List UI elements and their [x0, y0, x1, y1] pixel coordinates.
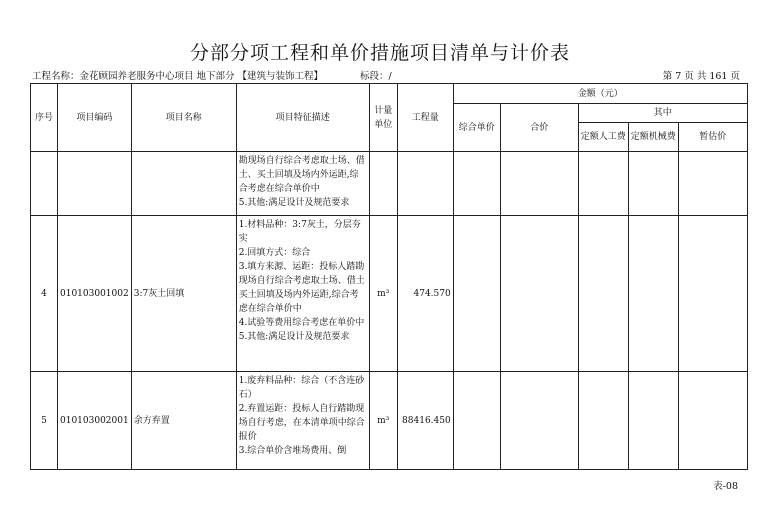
cell-total-price [500, 152, 578, 216]
table-row [31, 216, 748, 372]
header-unit: 计量单位 [369, 84, 397, 152]
page-counter: 第 7 页 共 161 页 [662, 71, 740, 82]
cell-labor [578, 372, 628, 470]
feature-line: 5.其他:满足设计及规范要求 [238, 198, 350, 208]
header-machine: 定额机械费 [628, 123, 678, 152]
cell-labor [578, 216, 628, 372]
header-name: 项目名称 [131, 84, 236, 152]
header-features: 项目特征描述 [236, 84, 369, 152]
feature-line: 勘现场自行综合考虑取土场、借 [238, 156, 365, 166]
cell-provisional [678, 216, 747, 372]
cell-total-price [500, 216, 578, 372]
feature-line: 报价 [238, 432, 257, 442]
feature-line: 3.综合单价含堆场费用、倒 [238, 446, 347, 456]
header-quantity: 工程量 [397, 84, 453, 152]
cell-quantity [397, 152, 453, 216]
feature-line: 实 [238, 234, 248, 244]
cell-total-price [500, 372, 578, 470]
feature-line: 买土回填及场内外运距,综合考 [238, 290, 359, 300]
header-of-which: 其中 [578, 104, 747, 123]
cell-features [236, 152, 369, 216]
header-provisional: 暂估价 [678, 123, 747, 152]
feature-line: 合考虑在综合单价中 [238, 184, 320, 194]
table-row [31, 152, 748, 216]
cell-unit-price [453, 216, 500, 372]
header-code: 项目编码 [58, 84, 132, 152]
cell-seq: 5 [31, 372, 58, 470]
page-title: 分部分项工程和单价措施项目清单与计价表 [189, 42, 570, 64]
feature-line: 1.材料品种：3:7灰土，分层夯 [238, 220, 361, 230]
cell-name [131, 152, 236, 216]
feature-line: 5.其他:满足设计及规范要求 [238, 332, 350, 342]
cell-name: 3:7灰土回填 [131, 216, 236, 372]
feature-line: 1.废弃料品种：综合（不含连砂 [238, 376, 365, 386]
feature-line: 土、买土回填及场内外运距,综 [238, 170, 359, 180]
form-code: 表-08 [713, 481, 738, 492]
feature-line: 2.弃置运距：投标人自行踏勘现 [238, 404, 365, 414]
cell-unit [369, 152, 397, 216]
cell-machine [628, 216, 678, 372]
cell-quantity: 474.570 [397, 216, 453, 372]
bill-of-quantities-table [30, 83, 748, 470]
header-labor: 定额人工费 [578, 123, 628, 152]
cell-code: 010103002001 [58, 372, 132, 470]
header-total-price: 合价 [500, 104, 578, 152]
cell-quantity: 88416.450 [397, 372, 453, 470]
cell-labor [578, 152, 628, 216]
feature-line: 石） [238, 390, 257, 400]
cell-features [236, 372, 369, 470]
cell-code [58, 152, 132, 216]
table-row [31, 372, 748, 470]
header-amount: 金额（元） [453, 84, 747, 104]
section-label: 标段：/ [360, 71, 392, 82]
cell-seq [31, 152, 58, 216]
cell-features [236, 216, 369, 372]
header-row [31, 84, 748, 104]
feature-line: 虑在综合单价中 [238, 304, 302, 314]
cell-unit: m³ [369, 372, 397, 470]
project-name: 工程名称：金花顾园养老服务中心项目 地下部分 【建筑与装饰工程】 [32, 71, 324, 82]
header-unit-price: 综合单价 [453, 104, 500, 152]
cell-machine [628, 152, 678, 216]
cell-seq: 4 [31, 216, 58, 372]
header-seq: 序号 [31, 84, 58, 152]
cell-name: 余方弃置 [131, 372, 236, 470]
cell-unit-price [453, 372, 500, 470]
feature-line: 现场自行综合考虑取土场、借土 [238, 276, 365, 286]
cell-unit: m³ [369, 216, 397, 372]
cell-provisional [678, 372, 747, 470]
feature-line: 3.填方来源、运距：投标人踏勘 [238, 262, 365, 272]
feature-line: 场自行考虑，在本清单项中综合 [238, 418, 365, 428]
cell-unit-price [453, 152, 500, 216]
feature-line: 4.试验等费用综合考虑在单价中 [238, 318, 365, 328]
cell-machine [628, 372, 678, 470]
cell-code: 010103001002 [58, 216, 132, 372]
cell-provisional [678, 152, 747, 216]
feature-line: 2.回填方式：综合 [238, 248, 311, 258]
